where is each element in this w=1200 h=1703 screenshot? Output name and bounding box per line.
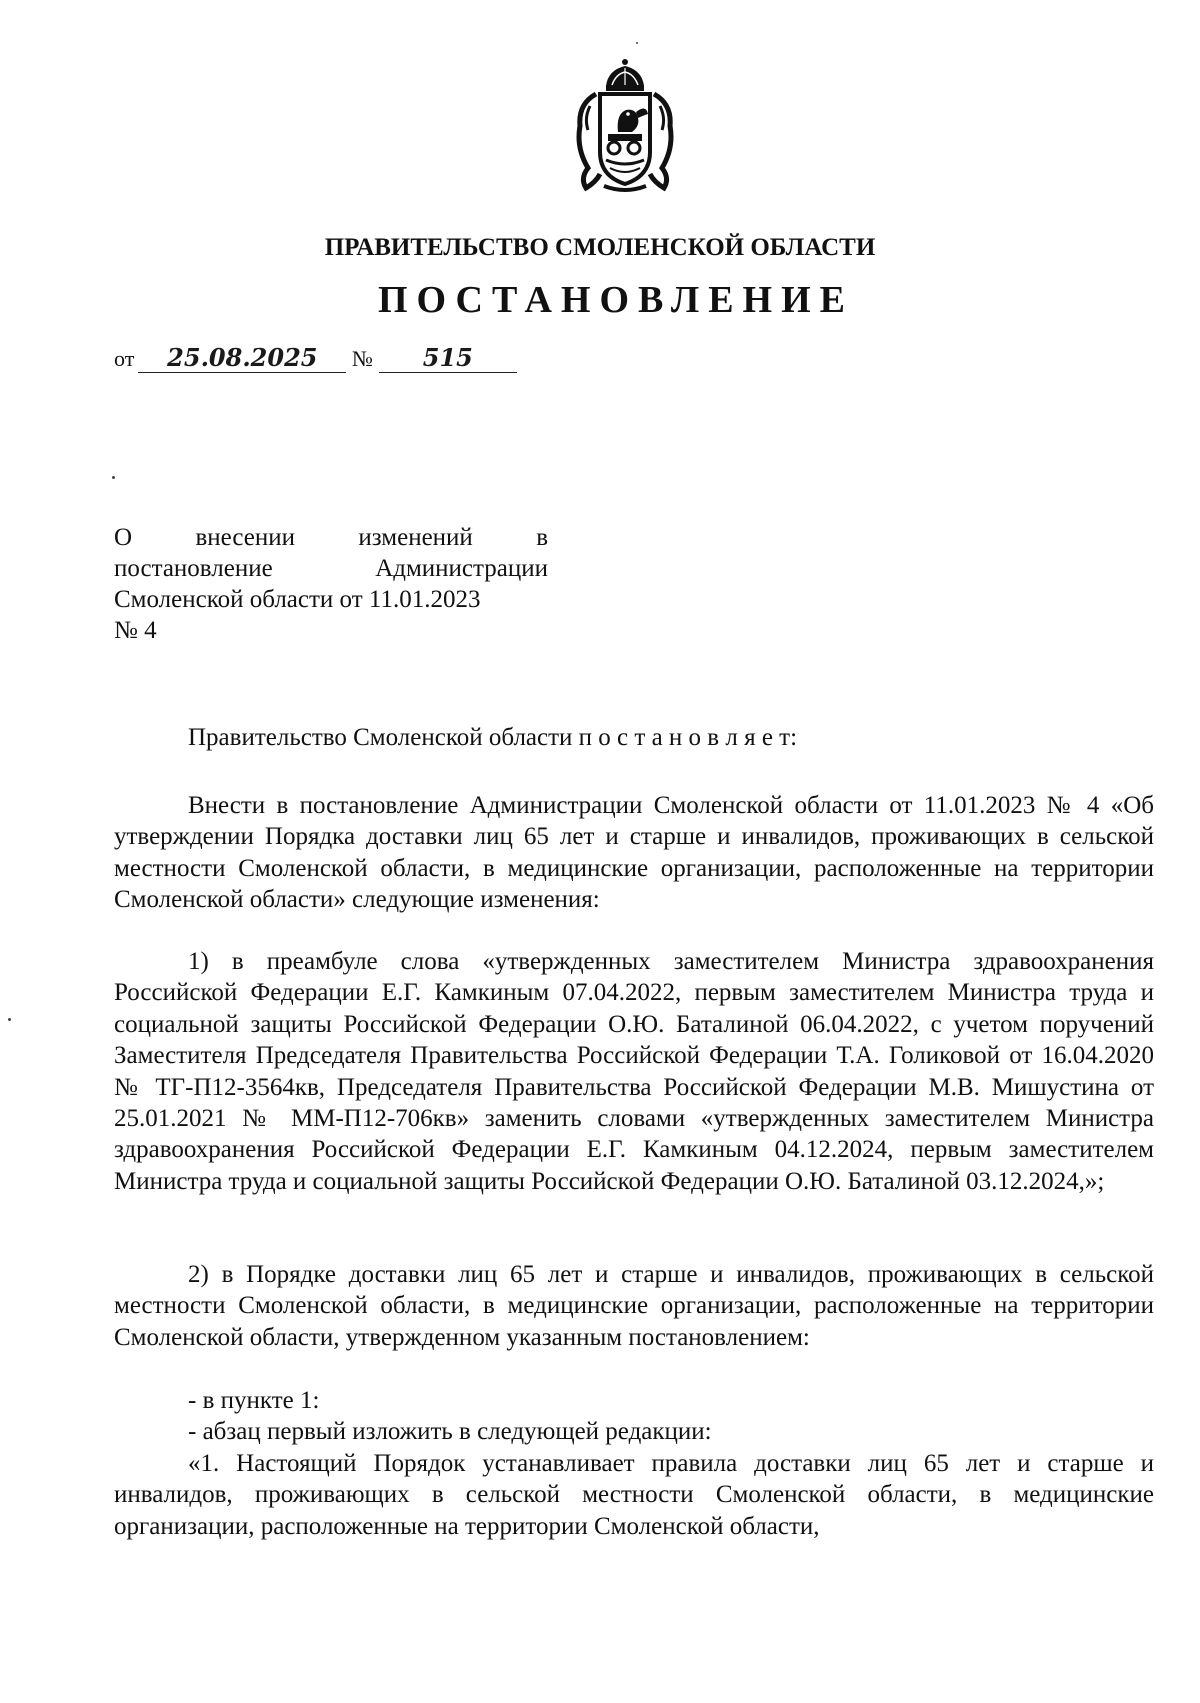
date-prefix: от bbox=[114, 346, 135, 371]
scan-artifact-dot bbox=[8, 1018, 11, 1021]
scan-artifact-dot bbox=[636, 42, 638, 44]
subject-line: постановление Администрации bbox=[114, 555, 548, 582]
body-paragraph: - абзац первый изложить в следующей редакции: bbox=[188, 1418, 712, 1445]
date-value: 25.08.2025 bbox=[138, 346, 346, 373]
number-prefix: № bbox=[351, 346, 373, 371]
subject-line: О внесении изменений в bbox=[114, 524, 548, 551]
body-paragraph: «1. Настоящий Порядок устанавливает правила доставки лиц 65 лет и старше и инвалидов, проживающих в сельской местности Смоленской области, в медицинские организации, расположенные на территории Смоленской области, bbox=[114, 1450, 1154, 1540]
body-paragraph: 1) в преамбуле слова «утвержденных заместителем Министра здравоохранения Российской Федерации Е.Г. Камкиным 07.04.2022, первым заместителем Министра труда и социальной защиты Российской Федерации О.Ю. Баталиной 06.04.2022, с учетом поручений Заместителя Председателя Правительства Российской Федерации Т.А. Голиковой от 16.04.2020 № ТГ-П12-3564кв, Председателя Правительства Российской Федерации М.В. Мишустина от 25.01.2021 № ММ-П12-706кв» заменить словами «утвержденных заместителем Министра здравоохранения Российской Федерации Е.Г. Камкиным 04.12.2024, первым заместителем Министра труда и социальной защиты Российской Федерации О.Ю. Баталиной 03.12.2024,»; bbox=[114, 948, 1154, 1195]
smolensk-coat-of-arms-icon bbox=[566, 56, 684, 196]
body-paragraph: Внести в постановление Администрации Смоленской области от 11.01.2023 № 4 «Об утверждении Порядка доставки лиц 65 лет и старше и инвалидов, проживающих в сельской местности Смоленской области, в медицинские организации, расположенные на территории Смоленской области» следующие изменения: bbox=[114, 792, 1154, 914]
subject-line: № 4 bbox=[114, 617, 157, 644]
document-subject bbox=[114, 522, 548, 646]
scan-artifact-dot bbox=[112, 476, 115, 479]
body-paragraph: 2) в Порядке доставки лиц 65 лет и старше и инвалидов, проживающих в сельской местности Смоленской области, в медицинские организации, расположенные на территории Смоленской области, утвержденном указанным постановлением: bbox=[114, 1261, 1154, 1351]
government-title: ПРАВИТЕЛЬСТВО СМОЛЕНСКОЙ ОБЛАСТИ bbox=[324, 234, 876, 261]
resolves-clause: Правительство Смоленской области п о с т а н о в л я е т: bbox=[188, 724, 798, 751]
body-paragraph: - в пункте 1: bbox=[188, 1387, 320, 1414]
subject-line: Смоленской области от 11.01.2023 bbox=[114, 586, 481, 613]
registration-line bbox=[114, 343, 517, 373]
number-value: 515 bbox=[379, 346, 517, 373]
document-type-title: ПОСТАНОВЛЕНИЕ bbox=[377, 279, 855, 321]
